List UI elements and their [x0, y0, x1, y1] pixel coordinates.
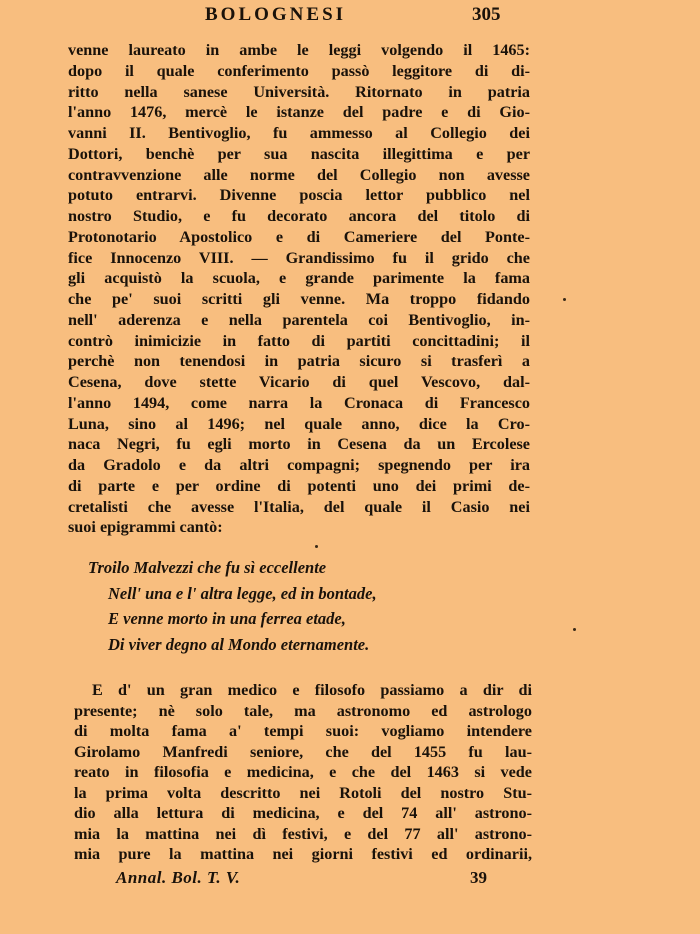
signature-number: 39 [470, 868, 487, 887]
text-line: l'anno 1476, mercè le istanze del padre e di Gio- [68, 103, 530, 122]
verse-line: Di viver degno al Mondo eternamente. [108, 634, 370, 654]
text-line: potuto entrarvi. Divenne poscia lettor pubblico nel [68, 186, 530, 205]
text-line: gli acquistò la scuola, e grande parimente la fama [68, 269, 530, 288]
page-header [0, 4, 700, 28]
page-footer [0, 868, 700, 894]
paragraph-girolamo-manfredi [74, 680, 532, 865]
text-line: Cesena, dove stette Vicario di quel Vescovo, dal- [68, 373, 530, 391]
text-line: Girolamo Manfredi seniore, che del 1455 fu lau- [74, 742, 532, 761]
text-line: nell' aderenza e nella parentela coi Bentivoglio, in- [68, 310, 530, 329]
text-line: ritto nella sanese Università. Ritornato in patria [68, 82, 530, 101]
running-title: BOLOGNESI [205, 4, 347, 25]
paper-speck [563, 298, 566, 301]
text-line: nostro Studio, e fu decorato ancora del titolo di [68, 207, 530, 225]
text-line: cretalisti che avesse l'Italia, del quale il Casio nei [68, 497, 530, 516]
text-line: naca Negri, fu egli morto in Cesena da un Ercolese [68, 435, 530, 454]
text-line: presente; nè solo tale, ma astronomo ed astrologo [74, 701, 532, 720]
signature-mark: Annal. Bol. T. V. [116, 868, 241, 887]
text-line: perchè non tenendosi in patria sicuro si trasferì a [68, 352, 530, 371]
text-line: vanni II. Bentivoglio, fu ammesso al Collegio dei [68, 124, 530, 142]
verse-line: Troilo Malvezzi che fu sì eccellente [88, 558, 327, 577]
text-line: dio alla lettura di medicina, e del 74 all' astrono- [74, 804, 532, 822]
text-line: mia la mattina nei dì festivi, e del 77 all' astrono- [74, 824, 532, 843]
verse-quote [88, 555, 508, 657]
text-line: venne laureato in ambe le leggi volgendo il 1465: [68, 41, 530, 59]
paper-speck [573, 628, 576, 631]
text-line: che pe' suoi scritti gli venne. Ma troppo fidando [68, 290, 530, 308]
page-number: 305 [472, 4, 501, 25]
text-line: contravvenzione alle norme del Collegio non avesse [68, 165, 530, 184]
text-line: dopo il quale conferimento passò leggitore di di- [68, 61, 530, 80]
text-line: E d' un gran medico e filosofo passiamo a dir di [92, 681, 532, 699]
text-line: la prima volta descritto nei Rotoli del nostro Stu- [74, 783, 532, 802]
text-line: Protonotario Apostolico e di Cameriere del Ponte- [68, 227, 530, 246]
paragraph-troilo-malvezzi [68, 40, 530, 538]
verse-line: Nell' una e l' altra legge, ed in bontade, [108, 583, 377, 603]
text-line: suoi epigrammi cantò: [68, 518, 223, 537]
text-line: l'anno 1494, come narra la Cronaca di Francesco [68, 393, 530, 412]
text-line: mia pure la mattina nei giorni festivi ed ordinarii, [74, 845, 532, 863]
text-line: Luna, sino al 1496; nel quale anno, dice la Cro- [68, 414, 530, 433]
text-line: Dottori, benchè per sua nascita illegittima e per [68, 144, 530, 163]
text-line: di molta fama a' tempi suoi: vogliamo intendere [74, 722, 532, 740]
text-line: da Gradolo e da altri compagni; spegnendo per ira [68, 456, 530, 474]
text-line: di parte e per ordine di potenti uno dei primi de- [68, 476, 530, 495]
text-line: fice Innocenzo VIII. — Grandissimo fu il grido che [68, 248, 530, 267]
paper-speck [315, 545, 318, 548]
text-line: contrò inimicizie in fatto di partiti concittadini; il [68, 331, 530, 350]
verse-line: E venne morto in una ferrea etade, [108, 609, 346, 628]
text-line: reato in filosofia e medicina, e che del 1463 si vede [74, 763, 532, 781]
